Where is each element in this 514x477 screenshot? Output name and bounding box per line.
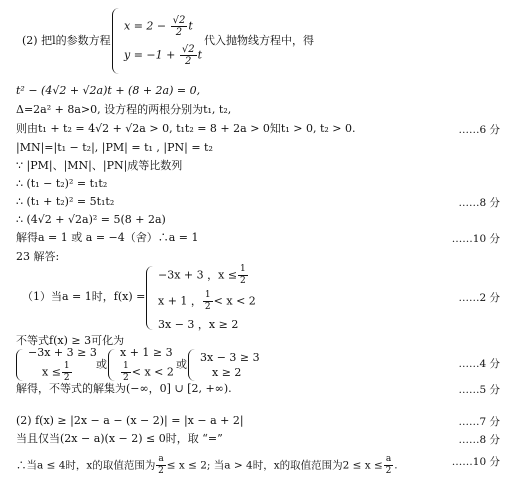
sys3-line-a: 3x − 3 ≥ 3 <box>200 351 260 364</box>
sys2-line-b: $\frac{1}{2}$ < x < 2 <box>123 361 174 383</box>
q2-intro-tail: 代入抛物线方程中，得 <box>204 34 314 47</box>
score-8: ……8 分 <box>458 197 500 209</box>
eq-line-7: ∴ (t₁ + t₂)² = 5t₁t₂ <box>16 195 115 208</box>
eq-line-8: ∴ (4√2 + √2a)² = 5(8 + 2a) <box>16 213 166 226</box>
eq-line-2: Δ=2a² + 8a>0, 设方程的两根分别为t₁, t₂, <box>16 103 232 116</box>
param-eq-y: y = −1 + $\frac{√2}{2}$ t <box>124 44 203 67</box>
score-10b: ……10 分 <box>451 456 500 468</box>
brace <box>108 349 115 381</box>
system-2 <box>108 348 174 382</box>
score-6: ……6 分 <box>458 124 500 136</box>
score-7: ……7 分 <box>458 416 500 428</box>
param-eq-x: x = 2 − $\frac{√2}{2}$ t <box>124 15 193 38</box>
q23-heading: 23 解答: <box>16 250 60 263</box>
piecewise-rows <box>158 264 256 332</box>
inequality-intro: 不等式f(x) ≥ 3可化为 <box>16 334 125 347</box>
or-1: 或 <box>96 358 107 371</box>
system-3 <box>188 348 260 382</box>
brace <box>16 349 23 381</box>
eq-line-9: 解得a = 1 或 a = −4（舍）∴a = 1 <box>16 231 199 244</box>
part2-ineq: (2) f(x) ≥ |2x − a − (x − 2)| = |x − a + 2| <box>16 414 244 427</box>
q2-intro: (2) 把l的参数方程 <box>22 34 111 47</box>
eq-line-5: ∵ |PM|、|MN|、|PN|成等比数列 <box>16 159 183 172</box>
score-5: ……5 分 <box>458 384 500 396</box>
sys2-line-a: x + 1 ≥ 3 <box>120 346 173 359</box>
eq-line-4: |MN|=|t₁ − t₂|, |PM| = t₁ , |PN| = t₂ <box>16 141 213 154</box>
eq-line-1: t² − (4√2 + √2a)t + (8 + 2a) = 0, <box>16 84 201 97</box>
score-4: ……4 分 <box>458 358 500 370</box>
param-system <box>112 6 202 76</box>
param-rows <box>124 15 202 67</box>
sys1-line-a: −3x + 3 ≥ 3 <box>28 346 97 359</box>
score-10: ……10 分 <box>451 233 500 245</box>
sys3-line-b: x ≥ 2 <box>212 366 242 379</box>
brace <box>146 266 153 330</box>
score-2: ……2 分 <box>458 292 500 304</box>
sys1-line-b: x ≤ $\frac{1}{2}$ <box>42 361 70 383</box>
eq-line-6: ∴ (t₁ − t₂)² = t₁t₂ <box>16 177 108 190</box>
piece-3: 3x − 3 ，x ≥ 2 <box>158 318 239 331</box>
equality-condition: 当且仅当(2x − a)(x − 2) ≤ 0时，取 “=” <box>16 432 223 445</box>
brace <box>112 8 119 74</box>
eq-line-3: 则由t₁ + t₂ = 4√2 + √2a > 0, t₁t₂ = 8 + 2a > 0知t₁ > 0, t₂ > 0. <box>16 122 356 135</box>
system-1 <box>16 348 97 382</box>
score-8b: ……8 分 <box>458 434 500 446</box>
brace <box>188 349 195 381</box>
piece-1: −3x + 3 ，x ≤ $\frac{1}{2}$ <box>158 264 246 286</box>
range-conclusion: ∴当a ≤ 4时，x的取值范围为 $\frac{a}{2}$ ≤ x ≤ 2; 当a > 4时，x的取值范围为2 ≤ x ≤ $\frac{a}{2}$ . <box>16 454 398 476</box>
p1-intro: （1）当a = 1时，f(x) = <box>22 290 146 303</box>
or-2: 或 <box>176 358 187 371</box>
piecewise <box>146 264 256 332</box>
solution-set: 解得，不等式的解集为(−∞，0] ∪ [2, +∞). <box>16 382 232 395</box>
piece-2: x + 1 ， $\frac{1}{2}$ < x < 2 <box>158 290 256 312</box>
